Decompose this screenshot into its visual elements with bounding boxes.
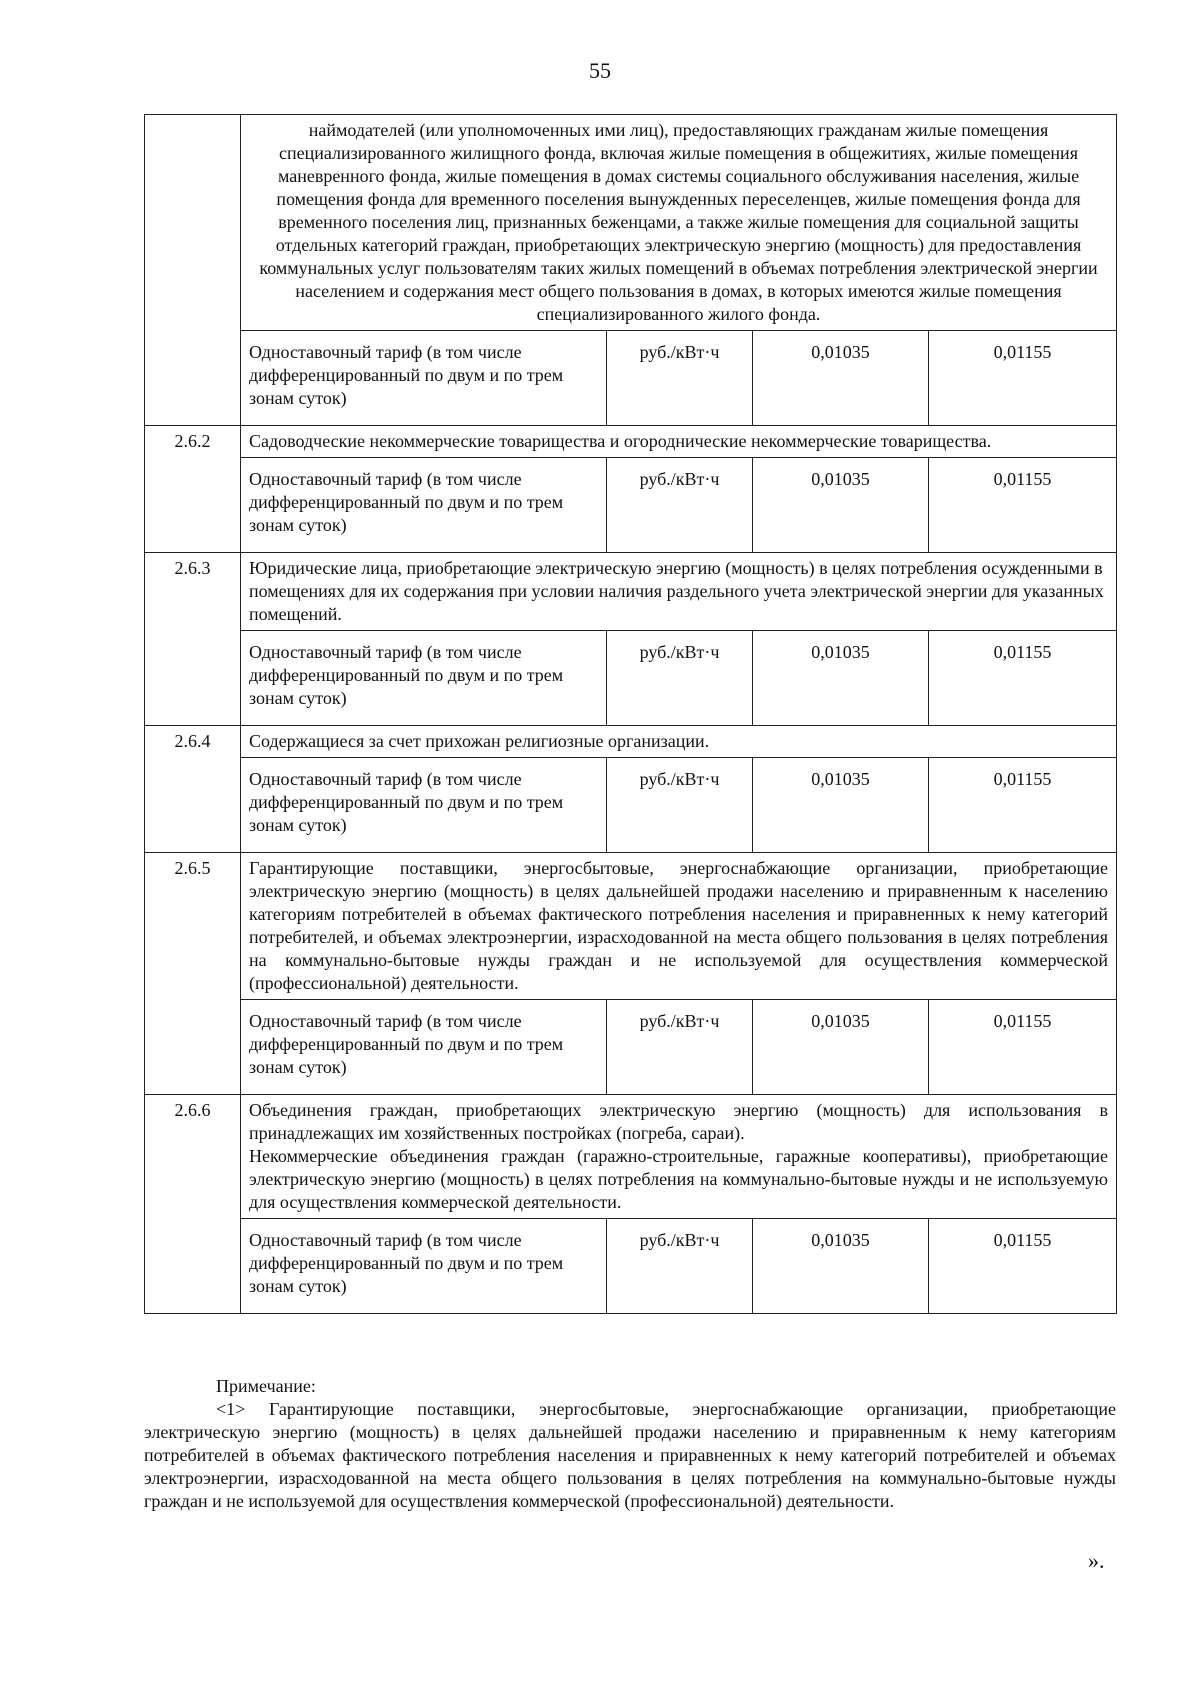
tariff-name: Одноставочный тариф (в том числе дифференцированный по двум и по трем зонам суток) [241, 331, 607, 426]
category-description: Юридические лица, приобретающие электрическую энергию (мощность) в целях потребления осужденными в помещениях для их содержания при условии наличия раздельного учета электрической энергии для указанных помещений. [241, 553, 1117, 631]
tariff-value-1: 0,01035 [753, 331, 929, 426]
row-number: 2.6.2 [145, 426, 241, 553]
row-number: 2.6.5 [145, 853, 241, 1095]
page-number: 55 [589, 58, 611, 83]
row-number: 2.6.6 [145, 1095, 241, 1314]
footnote-text: <1> Гарантирующие поставщики, энергосбытовые, энергоснабжающие организации, приобретающие электрическую энергию (мощность) в целях дальнейшей продажи населению и приравненным к нему категориям потребителей в объемах фактического потребления населения и приравненных к нему категорий потребителей и объемах электроэнергии, израсходованной на места общего пользования в целях потребления на коммунально-бытовые нужды граждан и не используемой для осуществления коммерческой (профессиональной) деятельности. [144, 1399, 1116, 1511]
tariff-value-1: 0,01035 [753, 1000, 929, 1095]
category-description: Содержащиеся за счет прихожан религиозные организации. [241, 726, 1117, 758]
tariff-unit: руб./кВт·ч [607, 758, 753, 853]
tariff-unit: руб./кВт·ч [607, 458, 753, 553]
table-row [145, 426, 1117, 458]
row-number-cell [145, 115, 241, 426]
tariff-unit: руб./кВт·ч [607, 1219, 753, 1314]
category-description-part-2: Некоммерческие объединения граждан (гаражно-строительные, гаражные кооперативы), приобретающие электрическую энергию (мощность) в целях потребления на коммунально-бытовые нужды и не используемую для осуществления коммерческой деятельности. [249, 1146, 1108, 1212]
table-row [145, 726, 1117, 758]
category-description [241, 1095, 1117, 1219]
tariff-name: Одноставочный тариф (в том числе дифференцированный по двум и по трем зонам суток) [241, 1219, 607, 1314]
table-row [145, 1095, 1117, 1219]
tariff-unit: руб./кВт·ч [607, 631, 753, 726]
category-description: наймодателей (или уполномоченных ими лиц), предоставляющих гражданам жилые помещения специализированного жилищного фонда, включая жилые помещения в общежитиях, жилые помещения маневренного фонда, жилые помещения в домах системы социального обслуживания населения, жилые помещения фонда для временного поселения вынужденных переселенцев, жилые помещения фонда для временного поселения лиц, признанных беженцами, а также жилые помещения для социальной защиты отдельных категорий граждан, приобретающих электрическую энергию (мощность) для предоставления коммунальных услуг пользователям таких жилых помещений в объемах потребления электрической энергии населением и содержания мест общего пользования в домах, в которых имеются жилые помещения специализированного жилого фонда. [241, 115, 1117, 331]
tariff-value-1: 0,01035 [753, 458, 929, 553]
tariff-name: Одноставочный тариф (в том числе дифференцированный по двум и по трем зонам суток) [241, 1000, 607, 1095]
table-row [145, 553, 1117, 631]
tariff-table [144, 114, 1117, 1314]
tariff-value-2: 0,01155 [929, 1000, 1117, 1095]
tariff-unit: руб./кВт·ч [607, 1000, 753, 1095]
table-row [145, 758, 1117, 853]
tariff-value-2: 0,01155 [929, 631, 1117, 726]
tariff-value-1: 0,01035 [753, 1219, 929, 1314]
tariff-value-2: 0,01155 [929, 758, 1117, 853]
tariff-value-1: 0,01035 [753, 631, 929, 726]
tariff-name: Одноставочный тариф (в том числе дифференцированный по двум и по трем зонам суток) [241, 631, 607, 726]
tariff-value-2: 0,01155 [929, 1219, 1117, 1314]
tariff-name: Одноставочный тариф (в том числе дифференцированный по двум и по трем зонам суток) [241, 758, 607, 853]
table-row [145, 631, 1117, 726]
table-row [145, 853, 1117, 1000]
tariff-name: Одноставочный тариф (в том числе дифференцированный по двум и по трем зонам суток) [241, 458, 607, 553]
closing-quote-mark: ». [1088, 1548, 1105, 1573]
category-description: Гарантирующие поставщики, энергосбытовые, энергоснабжающие организации, приобретающие электрическую энергию (мощность) в целях дальнейшей продажи населению и приравненным к населению категориям потребителей в объемах фактического потребления населения и приравненных к нему категорий потребителей, и объемах электроэнергии, израсходованной на места общего пользования в целях потребления на коммунально-бытовые нужды граждан и не используемой для осуществления коммерческой (профессиональной) деятельности. [241, 853, 1117, 1000]
row-number: 2.6.3 [145, 553, 241, 726]
tariff-unit: руб./кВт·ч [607, 331, 753, 426]
tariff-value-2: 0,01155 [929, 331, 1117, 426]
category-description-part-1: Объединения граждан, приобретающих электрическую энергию (мощность) для использования в принадлежащих им хозяйственных постройках (погреба, сараи). [249, 1100, 1108, 1143]
table-row [145, 115, 1117, 331]
table-row [145, 458, 1117, 553]
footnote [144, 1375, 1116, 1513]
tariff-value-1: 0,01035 [753, 758, 929, 853]
table-row [145, 1219, 1117, 1314]
tariff-value-2: 0,01155 [929, 458, 1117, 553]
footnote-title: Примечание: [216, 1376, 316, 1396]
category-description: Садоводческие некоммерческие товарищества и огороднические некоммерческие товарищества. [241, 426, 1117, 458]
table-row [145, 331, 1117, 426]
table-row [145, 1000, 1117, 1095]
row-number: 2.6.4 [145, 726, 241, 853]
